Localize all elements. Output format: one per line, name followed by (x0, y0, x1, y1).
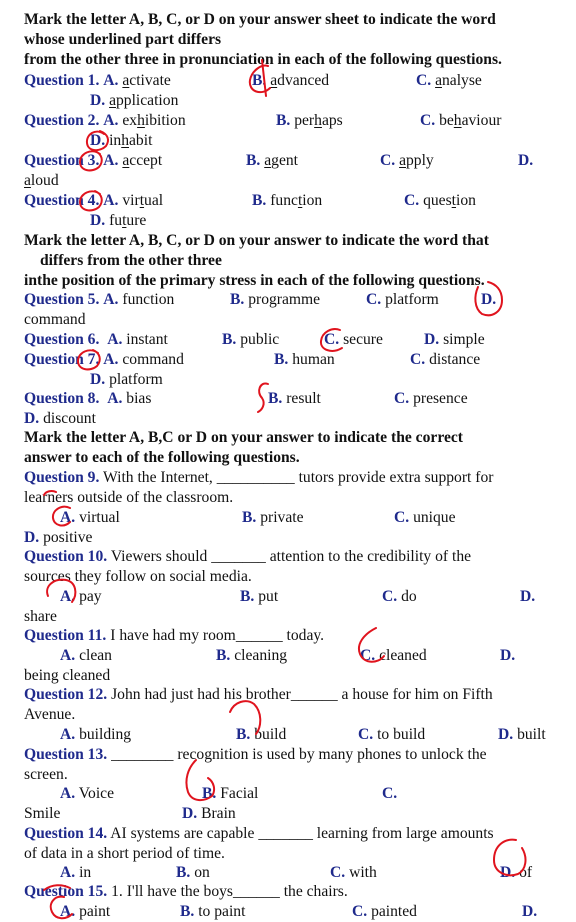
q1-option-a: ctivate (129, 72, 171, 89)
q13-option-c-item: Smile (24, 805, 61, 822)
question-7: Question 7. A. command (24, 351, 184, 368)
question-8: Question 8. A. bias (24, 390, 152, 407)
q10-option-d-item: share (24, 608, 57, 625)
q1-option-c: nalyse (442, 72, 482, 89)
q11-option-c-item: C. cleaned (360, 647, 427, 664)
q4-option-c-item: C. question (404, 192, 476, 209)
question-14: Question 14. AI systems are capable _______ learning from large amounts (24, 825, 494, 842)
q14-option-c-item: C. with (330, 864, 377, 881)
question-10-label: Question 10. (24, 548, 108, 565)
q15-option-c-item: C. painted (352, 903, 417, 920)
q13-option-c-label: C. (382, 785, 398, 802)
q10-option-d-label: D. (520, 588, 536, 605)
question-12: Question 12. John had just had his brother______ a house for him on Fifth (24, 686, 493, 703)
question-9-stem-line-2: learners outside of the classroom. (24, 489, 234, 506)
question-12-label: Question 12. (24, 686, 108, 703)
question-11-label: Question 11. (24, 627, 107, 644)
section-1-instruction-line-1: Mark the letter A, B, C, or D on your answer sheet to indicate the word (24, 11, 496, 28)
section-2-instruction-line-1: Mark the letter A, B, C, or D on your answer to indicate the word that (24, 232, 489, 249)
q7-option-d-item: D. platform (90, 371, 163, 388)
q1-option-c-item: C. analyse (416, 72, 482, 89)
q14-option-a-item: A. in (60, 864, 92, 881)
question-3-label: Question 3. (24, 152, 100, 169)
q6-option-b-item: B. public (222, 331, 280, 348)
question-10-stem-line-2: sources they follow on social media. (24, 568, 252, 585)
question-7-label: Question 7. (24, 351, 100, 368)
q2-option-d-item: D. inhabit (90, 132, 153, 149)
question-2: Question 2. A. exhibition (24, 112, 186, 129)
question-4-label: Question 4. (24, 192, 100, 209)
q4-option-b-item: B. function (252, 192, 323, 209)
question-14-stem-line-2: of data in a short period of time. (24, 845, 225, 862)
q12-option-a-item: A. building (60, 726, 132, 743)
question-12-stem-line-2: Avenue. (24, 706, 76, 723)
q10-option-b-item: B. put (240, 588, 279, 605)
q8-option-d-item: D. discount (24, 410, 96, 427)
q3-option-b-item: B. agent (246, 152, 298, 169)
question-9-label: Question 9. (24, 469, 100, 486)
question-13: Question 13. ________ recognition is used by many phones to unlock the (24, 746, 487, 763)
question-15: Question 15. 1. I'll have the boys______ the chairs. (24, 883, 348, 900)
q14-option-d-item: D. of (500, 864, 533, 881)
question-4: Question 4. A. virtual (24, 192, 164, 209)
q4-option-d-item: D. future (90, 212, 147, 229)
q5-option-c-item: C. platform (366, 291, 439, 308)
q12-option-c-item: C. to build (358, 726, 426, 743)
q11-option-d-label: D. (500, 647, 516, 664)
question-13-stem-line-2: screen. (24, 766, 68, 783)
q9-option-b-item: B. private (242, 509, 304, 526)
section-2-instruction-line-2: differs from the other three (40, 252, 222, 269)
question-13-label: Question 13. (24, 746, 108, 763)
q2-option-c-item: C. behaviour (420, 112, 502, 129)
question-6: Question 6. A. instant (24, 331, 168, 348)
question-14-label: Question 14. (24, 825, 108, 842)
q10-option-a-item: A. pay (60, 588, 102, 605)
q5-option-b-item: B. programme (230, 291, 321, 308)
question-6-label: Question 6. (24, 331, 100, 348)
q1-option-d: pplication (116, 92, 179, 109)
question-5: Question 5. A. function (24, 291, 175, 308)
q12-option-d-item: D. built (498, 726, 546, 743)
q9-option-a-item: A. virtual (60, 509, 120, 526)
q2-option-b-item: B. perhaps (276, 112, 343, 129)
question-11: Question 11. I have had my room______ today. (24, 627, 325, 644)
q15-option-a-item: A. paint (60, 903, 111, 920)
question-10: Question 10. Viewers should _______ attention to the credibility of the (24, 548, 472, 565)
q1-option-b: dvanced (277, 72, 330, 89)
q3-option-d-label: D. (518, 152, 534, 169)
q8-answer-mark (258, 383, 268, 412)
q13-option-a-item: A. Voice (60, 785, 115, 802)
q3-option-d-item: aloud (24, 172, 59, 189)
question-9: Question 9. With the Internet, __________ tutors provide extra support for (24, 469, 494, 486)
q8-option-c-item: C. presence (394, 390, 468, 407)
section-3-instruction-line-1: Mark the letter A, B,C or D on your answer to indicate the correct (24, 429, 463, 446)
q1-option-d-item: D. application (90, 92, 179, 109)
q8-option-b-item: B. result (268, 390, 321, 407)
q15-option-d-label: D. (522, 903, 538, 920)
q1-option-b-item: B. advanced (252, 72, 330, 89)
q11-option-d-item: being cleaned (24, 667, 111, 684)
q12-option-b-item: B. build (236, 726, 287, 743)
question-3: Question 3. A. accept (24, 152, 163, 169)
q14-option-b-item: B. on (176, 864, 210, 881)
q11-option-b-item: B. cleaning (216, 647, 288, 664)
question-1: Question 1. A. activate (24, 72, 171, 89)
section-1-instruction-line-3: from the other three in pronunciation in each of the following questions. (24, 51, 502, 68)
section-1-instruction-line-2: whose underlined part differs (24, 31, 222, 48)
question-8-label: Question 8. (24, 390, 100, 407)
question-1-label: Question 1. (24, 72, 100, 89)
q5-option-d-label: D. (481, 291, 497, 308)
q9-option-d-item: D. positive (24, 529, 93, 546)
q13-option-b-item: B. Facial (202, 785, 259, 802)
section-2-instruction-line-3: inthe position of the primary stress in each of the following questions. (24, 272, 485, 289)
q7-option-c-item: C. distance (410, 351, 481, 368)
q13-option-d-item: D. Brain (182, 805, 236, 822)
q9-option-c-item: C. unique (394, 509, 456, 526)
q5-option-d-item: command (24, 311, 86, 328)
q11-option-a-item: A. clean (60, 647, 112, 664)
q3-option-c-item: C. apply (380, 152, 434, 169)
section-3-instruction-line-2: answer to each of the following questions. (24, 449, 300, 466)
q6-option-c-item: C. secure (324, 331, 383, 348)
q7-option-b-item: B. human (274, 351, 335, 368)
question-5-label: Question 5. (24, 291, 100, 308)
question-15-label: Question 15. (24, 883, 108, 900)
q15-option-b-item: B. to paint (180, 903, 246, 920)
q10-option-c-item: C. do (382, 588, 417, 605)
question-2-label: Question 2. (24, 112, 100, 129)
q6-option-d-item: D. simple (424, 331, 485, 348)
